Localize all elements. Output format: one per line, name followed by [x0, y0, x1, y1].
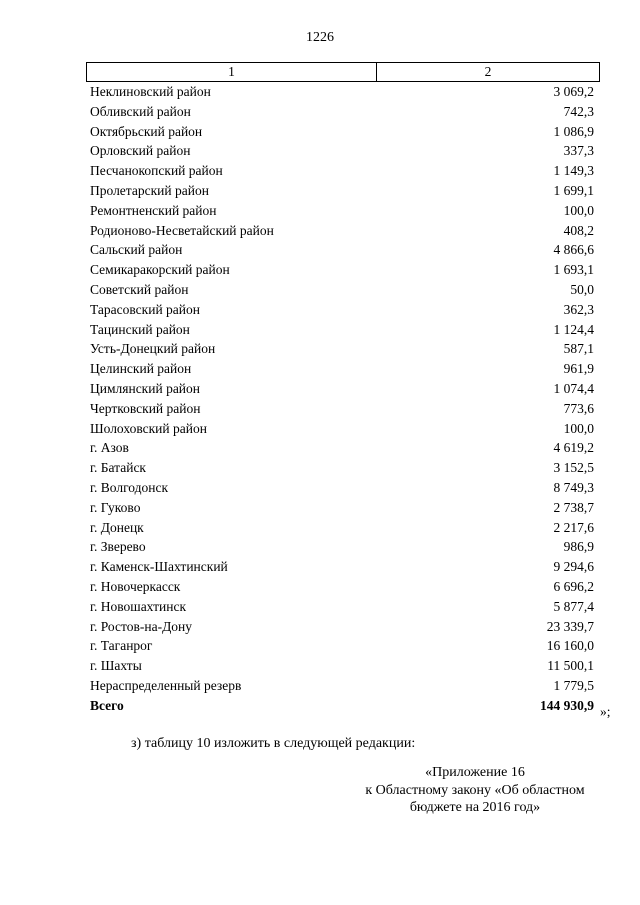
row-value: 4 619,2: [553, 440, 594, 456]
row-name: Усть-Донецкий район: [90, 341, 216, 357]
row-name: г. Зверево: [90, 539, 146, 555]
table-row: [86, 478, 600, 498]
total-value: 144 930,9: [540, 697, 594, 713]
row-name: Нераспределенный резерв: [90, 677, 242, 693]
row-name: Тарасовский район: [90, 301, 200, 317]
total-trailing-quote: »;: [600, 704, 611, 719]
row-value: 1 149,3: [553, 163, 594, 179]
table-row: [86, 537, 600, 557]
row-value: 23 339,7: [546, 618, 594, 634]
table-row: [86, 339, 600, 359]
row-name: г. Новошахтинск: [90, 598, 186, 614]
row-name: Шолоховский район: [90, 420, 207, 436]
table-row: [86, 181, 600, 201]
row-name: Неклиновский район: [90, 84, 211, 99]
row-name: г. Каменск-Шахтинский: [90, 559, 228, 575]
table-row: [86, 240, 600, 260]
table-row: [86, 201, 600, 221]
table-row: [86, 419, 600, 439]
row-name: Сальский район: [90, 242, 183, 258]
row-value: 1 074,4: [553, 380, 594, 396]
row-value: 408,2: [563, 222, 594, 238]
row-value: 4 866,6: [553, 242, 594, 258]
table-row: [86, 399, 600, 419]
row-value: 11 500,1: [547, 658, 594, 674]
row-value: 6 696,2: [553, 578, 594, 594]
table-row: [86, 122, 600, 142]
row-value: 50,0: [570, 281, 594, 297]
budget-table: [86, 62, 600, 716]
row-value: 961,9: [563, 361, 594, 377]
row-value: 986,9: [563, 539, 594, 555]
row-name: Тацинский район: [90, 321, 190, 337]
row-name: г. Донецк: [90, 519, 144, 535]
row-name: Семикаракорский район: [90, 262, 230, 278]
row-name: г. Батайск: [90, 460, 146, 476]
row-name: Песчанокопский район: [90, 163, 223, 179]
appendix-line-3: бюджете на 2016 год»: [409, 800, 541, 815]
row-value: 362,3: [563, 301, 594, 317]
row-value: 337,3: [563, 143, 594, 159]
table-row: [86, 636, 600, 656]
table-row: [86, 379, 600, 399]
table-row: [86, 617, 600, 637]
row-value: 100,0: [563, 202, 594, 218]
table-row: [86, 676, 600, 696]
row-value: 5 877,4: [553, 598, 594, 614]
table-header-col-2: 2: [484, 64, 492, 79]
table-row: [86, 597, 600, 617]
table-row: [86, 359, 600, 379]
row-value: 9 294,6: [553, 559, 594, 575]
row-name: г. Волгодонск: [90, 479, 169, 495]
amendment-paragraph: з) таблицу 10 изложить в следующей редакции:: [131, 736, 416, 751]
row-name: Ремонтненский район: [90, 202, 217, 218]
table-row: [86, 82, 600, 102]
table-body: [86, 82, 600, 696]
row-value: 1 086,9: [553, 123, 594, 139]
row-value: 742,3: [563, 103, 594, 119]
row-value: 100,0: [563, 420, 594, 436]
row-value: 1 693,1: [553, 262, 594, 278]
row-name: Родионово-Несветайский район: [90, 222, 274, 238]
table-header-col-1: 1: [87, 63, 377, 81]
table-row: [86, 656, 600, 676]
row-value: 1 779,5: [553, 677, 594, 693]
row-name: Пролетарский район: [90, 182, 209, 198]
appendix-line-2: к Областному закону «Об областном: [365, 783, 585, 798]
row-value: 2 217,6: [553, 519, 594, 535]
row-value: 2 738,7: [553, 499, 594, 515]
table-row: [86, 141, 600, 161]
row-name: г. Азов: [90, 440, 129, 456]
table-row: [86, 221, 600, 241]
row-value: 16 160,0: [546, 638, 594, 654]
row-name: Цимлянский район: [90, 380, 201, 396]
table-row: [86, 280, 600, 300]
row-value: 8 749,3: [553, 479, 594, 495]
table-header-row: [86, 62, 600, 82]
table-row: [86, 557, 600, 577]
table-row: [86, 438, 600, 458]
row-name: Обливский район: [90, 103, 191, 119]
table-row: [86, 300, 600, 320]
total-label: Всего: [90, 697, 124, 713]
table-row: [86, 161, 600, 181]
table-row: [86, 260, 600, 280]
table-row: [86, 320, 600, 340]
table-row: [86, 458, 600, 478]
row-value: 587,1: [563, 341, 594, 357]
row-value: 3 069,2: [553, 84, 594, 99]
row-name: г. Шахты: [90, 658, 142, 674]
row-name: Целинский район: [90, 361, 192, 377]
row-name: Октябрьский район: [90, 123, 203, 139]
row-name: Советский район: [90, 281, 189, 297]
table-row: [86, 498, 600, 518]
table-row: [86, 577, 600, 597]
row-name: г. Ростов-на-Дону: [90, 618, 193, 634]
table-row: [86, 102, 600, 122]
row-value: 3 152,5: [553, 460, 594, 476]
appendix-line-1: «Приложение 16: [425, 765, 525, 780]
row-name: г. Гуково: [90, 499, 141, 515]
page-number: 1226: [306, 30, 334, 45]
row-name: г. Таганрог: [90, 638, 153, 654]
row-value: 773,6: [563, 400, 594, 416]
table-total-row: [86, 696, 600, 716]
row-name: Орловский район: [90, 143, 191, 159]
row-value: 1 124,4: [553, 321, 594, 337]
table-row: [86, 518, 600, 538]
row-value: 1 699,1: [553, 182, 594, 198]
row-name: г. Новочеркасск: [90, 578, 181, 594]
row-name: Чертковский район: [90, 400, 201, 416]
